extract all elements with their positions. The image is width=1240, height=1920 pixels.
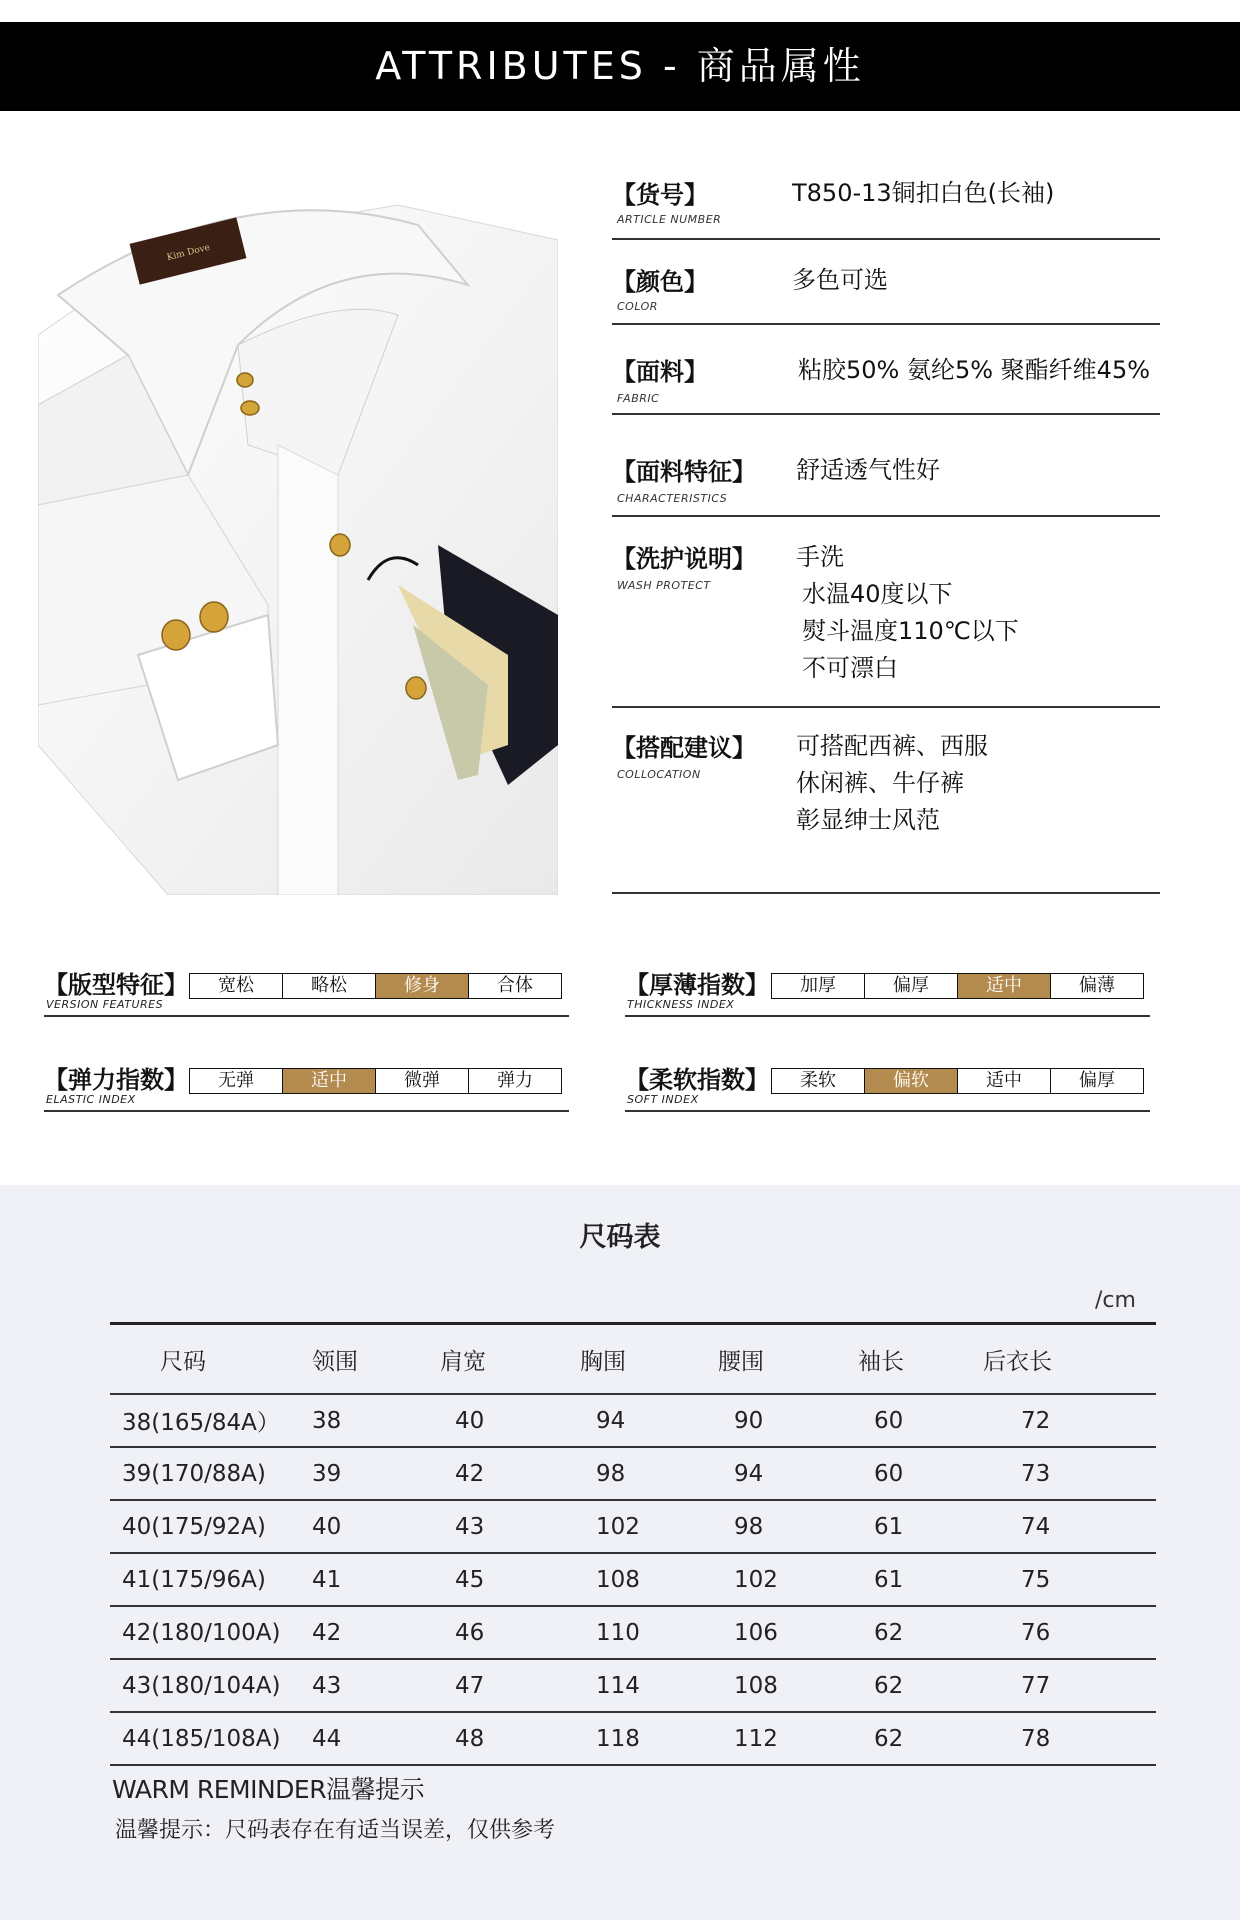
attr-row-article — [612, 175, 1160, 240]
index-option: 弹力 — [497, 1070, 533, 1091]
table-cell: 40 — [420, 1394, 558, 1447]
index-option-selected: 适中 — [958, 974, 1051, 998]
page-header-title: ATTRIBUTES - 商品属性 — [375, 44, 865, 88]
index-option: 偏薄 — [1079, 975, 1115, 996]
table-cell: 41 — [288, 1553, 420, 1606]
attr-row-characteristics — [612, 452, 1160, 517]
index-option: 柔软 — [772, 1069, 865, 1093]
table-cell: 78 — [971, 1712, 1156, 1765]
table-cell: 62 — [836, 1606, 971, 1659]
table-cell: 62 — [836, 1659, 971, 1712]
attr-label-en: WASH PROTECT — [617, 579, 711, 592]
table-cell: 61 — [836, 1500, 971, 1553]
index-option: 适中 — [958, 1069, 1051, 1093]
attr-value: 可搭配西裤、西服 休闲裤、牛仔裤 彰显绅士风范 — [796, 732, 988, 834]
index-option: 宽松 — [190, 974, 283, 998]
index-version-features — [44, 965, 564, 1031]
table-header-row — [110, 1324, 1156, 1395]
table-cell: 74 — [971, 1500, 1156, 1553]
reminder-title: WARM REMINDER温馨提示 — [112, 1775, 425, 1804]
table-header: 胸围 — [558, 1324, 696, 1395]
attr-row-wash — [612, 539, 1160, 708]
table-cell: 61 — [836, 1553, 971, 1606]
table-header: 尺码 — [110, 1324, 288, 1395]
index-thickness — [625, 965, 1145, 1031]
divider — [44, 1015, 569, 1017]
index-label: 【柔软指数】 — [625, 1066, 769, 1094]
table-cell: 39(170/88A) — [110, 1447, 288, 1500]
attr-value: T850-13铜扣白色(长袖) — [792, 179, 1055, 207]
table-cell: 42 — [288, 1606, 420, 1659]
attr-value: 多色可选 — [792, 266, 888, 294]
attr-value: 粘胶50% 氨纶5% 聚酯纤维45% — [798, 356, 1151, 384]
attr-row-color — [612, 262, 1160, 325]
table-row — [110, 1712, 1156, 1765]
table-row — [110, 1447, 1156, 1500]
table-cell: 102 — [696, 1553, 836, 1606]
table-cell: 94 — [558, 1394, 696, 1447]
table-cell: 46 — [420, 1606, 558, 1659]
size-chart-section — [0, 1185, 1240, 1920]
table-row — [110, 1394, 1156, 1447]
table-row — [110, 1606, 1156, 1659]
index-label: 【厚薄指数】 — [625, 971, 769, 999]
index-option: 微弹 — [376, 1069, 469, 1093]
table-cell: 48 — [420, 1712, 558, 1765]
index-soft — [625, 1060, 1145, 1126]
index-options — [771, 973, 1144, 999]
attr-label-en: ARTICLE NUMBER — [617, 213, 722, 226]
attr-value: 舒适透气性好 — [796, 456, 940, 484]
page-header — [0, 22, 1240, 111]
table-cell: 39 — [288, 1447, 420, 1500]
index-elastic — [44, 1060, 564, 1126]
index-option: 偏厚 — [1079, 1070, 1115, 1091]
index-option: 略松 — [283, 974, 376, 998]
table-cell: 40 — [288, 1500, 420, 1553]
table-row — [110, 1553, 1156, 1606]
index-options — [189, 973, 562, 999]
attr-label-en: COLOR — [617, 300, 658, 313]
table-header: 腰围 — [696, 1324, 836, 1395]
index-label: 【弹力指数】 — [44, 1066, 188, 1094]
reminder-text: 温馨提示：尺码表存在有适当误差，仅供参考 — [115, 1818, 556, 1843]
table-cell: 108 — [558, 1553, 696, 1606]
attr-label: 【颜色】 — [612, 268, 708, 296]
table-cell: 60 — [836, 1447, 971, 1500]
attr-label: 【面料特征】 — [612, 458, 756, 486]
table-cell: 75 — [971, 1553, 1156, 1606]
table-cell: 110 — [558, 1606, 696, 1659]
size-table — [110, 1322, 1156, 1766]
table-cell: 60 — [836, 1394, 971, 1447]
index-label: 【版型特征】 — [44, 971, 188, 999]
table-cell: 98 — [558, 1447, 696, 1500]
index-option: 合体 — [497, 975, 533, 996]
table-cell: 43(180/104A) — [110, 1659, 288, 1712]
table-cell: 41(175/96A) — [110, 1553, 288, 1606]
table-cell: 42(180/100A) — [110, 1606, 288, 1659]
table-cell: 77 — [971, 1659, 1156, 1712]
table-header: 袖长 — [836, 1324, 971, 1395]
index-option: 偏厚 — [865, 974, 958, 998]
table-cell: 44(185/108A) — [110, 1712, 288, 1765]
attr-row-fabric — [612, 352, 1160, 415]
attr-label: 【洗护说明】 — [612, 545, 756, 573]
table-cell: 94 — [696, 1447, 836, 1500]
divider — [44, 1110, 569, 1112]
table-cell: 76 — [971, 1606, 1156, 1659]
attr-label: 【搭配建议】 — [612, 734, 756, 762]
table-header: 领围 — [288, 1324, 420, 1395]
table-header: 后衣长 — [971, 1324, 1156, 1395]
product-photo — [38, 185, 558, 895]
index-label-en: THICKNESS INDEX — [627, 998, 735, 1011]
table-cell: 40(175/92A) — [110, 1500, 288, 1553]
attr-value: 手洗 水温40度以下 熨斗温度110℃以下 不可漂白 — [796, 543, 1019, 682]
table-cell: 106 — [696, 1606, 836, 1659]
table-cell: 108 — [696, 1659, 836, 1712]
table-cell: 43 — [420, 1500, 558, 1553]
table-cell: 112 — [696, 1712, 836, 1765]
attr-label: 【货号】 — [612, 181, 708, 209]
index-label-en: ELASTIC INDEX — [46, 1093, 136, 1106]
index-option-selected: 修身 — [376, 974, 469, 998]
table-cell: 42 — [420, 1447, 558, 1500]
size-chart-unit: /cm — [1095, 1288, 1136, 1313]
index-option-selected: 偏软 — [865, 1069, 958, 1093]
divider — [625, 1110, 1150, 1112]
index-option: 无弹 — [190, 1069, 283, 1093]
attr-row-collocation — [612, 728, 1160, 894]
table-cell: 102 — [558, 1500, 696, 1553]
table-header: 肩宽 — [420, 1324, 558, 1395]
index-option-selected: 适中 — [283, 1069, 376, 1093]
divider — [625, 1015, 1150, 1017]
table-row — [110, 1659, 1156, 1712]
table-cell: 73 — [971, 1447, 1156, 1500]
table-cell: 43 — [288, 1659, 420, 1712]
table-cell: 38 — [288, 1394, 420, 1447]
table-cell: 47 — [420, 1659, 558, 1712]
table-cell: 45 — [420, 1553, 558, 1606]
brand-label: Kim Dove — [165, 242, 212, 264]
index-options — [189, 1068, 562, 1094]
table-cell: 38(165/84A） — [110, 1394, 288, 1447]
attr-label: 【面料】 — [612, 358, 708, 386]
table-cell: 72 — [971, 1394, 1156, 1447]
index-label-en: SOFT INDEX — [627, 1093, 699, 1106]
table-row — [110, 1500, 1156, 1553]
index-options — [771, 1068, 1144, 1094]
index-option: 加厚 — [772, 974, 865, 998]
table-cell: 90 — [696, 1394, 836, 1447]
size-chart-title: 尺码表 — [579, 1222, 661, 1253]
attr-label-en: CHARACTERISTICS — [617, 492, 728, 505]
table-cell: 118 — [558, 1712, 696, 1765]
attr-label-en: COLLOCATION — [617, 768, 701, 781]
index-label-en: VERSION FEATURES — [46, 998, 164, 1011]
table-cell: 114 — [558, 1659, 696, 1712]
table-cell: 98 — [696, 1500, 836, 1553]
attr-label-en: FABRIC — [617, 392, 660, 405]
table-cell: 44 — [288, 1712, 420, 1765]
table-cell: 62 — [836, 1712, 971, 1765]
